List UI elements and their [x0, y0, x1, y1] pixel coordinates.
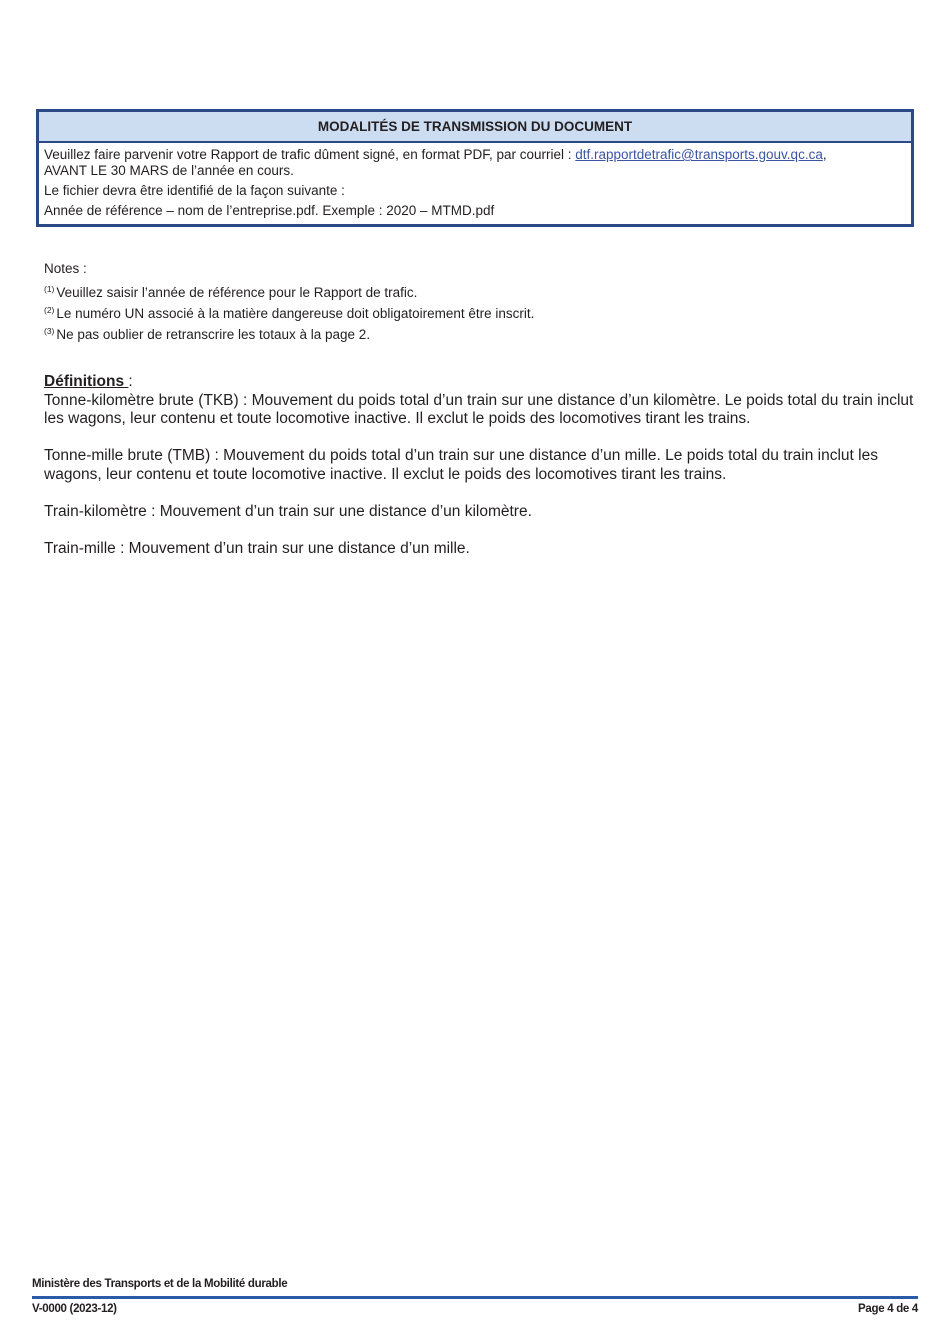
transmission-line-1	[44, 147, 906, 179]
email-link[interactable]: dtf.rapportdetrafic@transports.gouv.qc.ca	[575, 147, 823, 162]
note-item	[44, 281, 534, 302]
note-text: Ne pas oublier de retranscrire les totaux à la page 2.	[56, 327, 371, 342]
footer-page-number: Page 4 de 4	[858, 1303, 918, 1315]
deadline-text: AVANT LE 30 MARS de l’année en cours.	[44, 163, 294, 178]
instruction-text: Veuillez faire parvenir votre Rapport de trafic dûment signé, en format PDF, par courriel :	[44, 147, 576, 162]
transmission-body	[39, 143, 911, 224]
note-item	[44, 323, 534, 344]
notes-section	[44, 260, 534, 344]
definition-item: Train-kilomètre : Mouvement d’un train sur une distance d’un kilomètre.	[44, 502, 532, 520]
definition-item: Tonne-kilomètre brute (TKB) : Mouvement du poids total d’un train sur une distance d’un kilomètre. Le poids total du train inclut les wagons, leur contenu et toute locomotive inactive. Il exclut le poids des locomotives tirant les trains.	[44, 391, 914, 427]
definitions-section	[44, 373, 914, 577]
footer-form-code: V-0000 (2023-12)	[32, 1303, 117, 1315]
definitions-colon: :	[128, 373, 133, 390]
note-marker: (3)	[44, 326, 55, 336]
transmission-line-2: Le fichier devra être identifié de la façon suivante :	[44, 183, 345, 198]
note-text: Le numéro UN associé à la matière dangereuse doit obligatoirement être inscrit.	[56, 306, 535, 321]
footer-divider	[32, 1296, 918, 1299]
notes-heading: Notes :	[44, 261, 87, 276]
note-marker: (1)	[44, 284, 55, 294]
transmission-title: MODALITÉS DE TRANSMISSION DU DOCUMENT	[39, 112, 911, 143]
definition-item: Train-mille : Mouvement d’un train sur une distance d’un mille.	[44, 539, 470, 557]
footer-organization: Ministère des Transports et de la Mobilité durable	[32, 1278, 288, 1290]
note-marker: (2)	[44, 305, 55, 315]
comma: ,	[822, 147, 827, 162]
definitions-title: Définitions	[44, 373, 129, 390]
definition-item: Tonne-mille brute (TMB) : Mouvement du poids total d’un train sur une distance d’un mille. Le poids total du train inclut les wagons, leur contenu et toute locomotive inactive. Il exclut le poids des locomotives tirant les trains.	[44, 447, 878, 483]
note-item	[44, 302, 534, 323]
note-text: Veuillez saisir l’année de référence pour le Rapport de trafic.	[56, 285, 418, 300]
transmission-box	[36, 109, 914, 227]
definitions-heading	[44, 373, 914, 392]
transmission-line-3: Année de référence – nom de l’entreprise.pdf. Exemple : 2020 – MTMD.pdf	[44, 203, 495, 218]
